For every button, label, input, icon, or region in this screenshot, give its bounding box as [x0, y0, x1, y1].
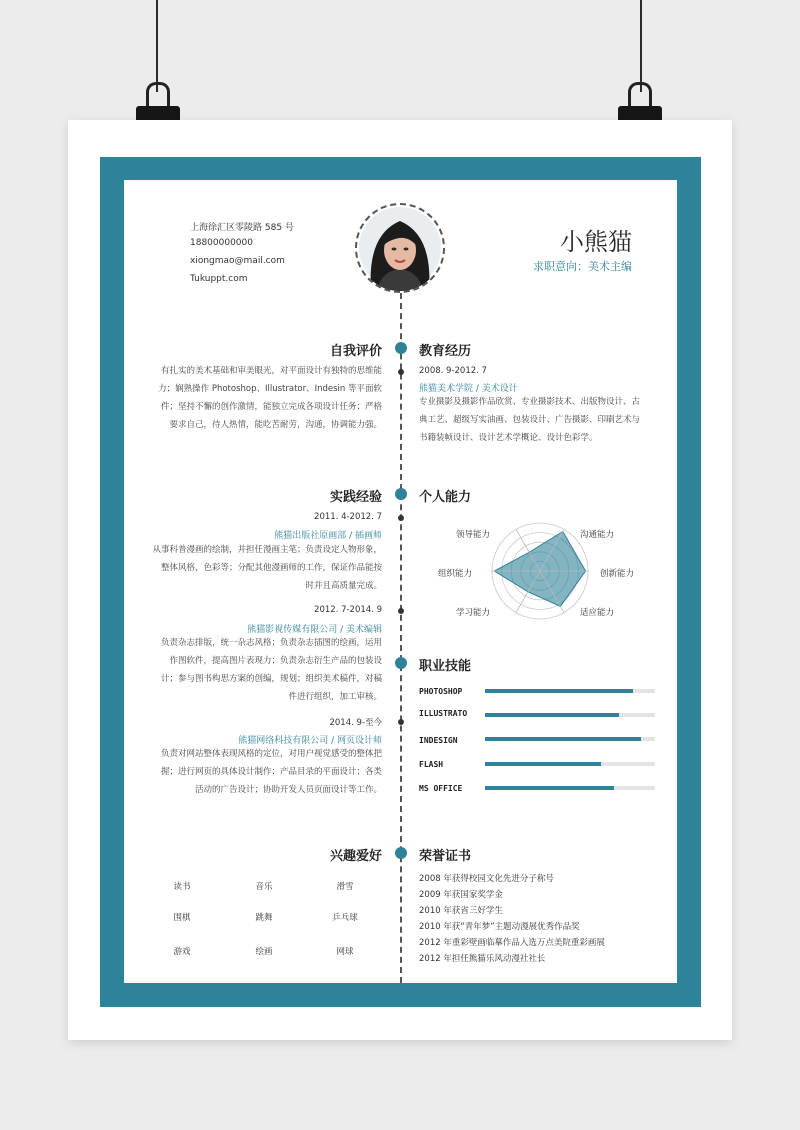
self-eval-text: 有扎实的美术基础和审美眼光，对平面设计有独特的思维能 力；娴熟操作 Photoshop、Illustrator、Indesin 等平面软 件；坚持不懈的创作激情，能独立完成各项设计任务；严格 要求自己，待人热情，能吃苦耐劳，沟通，协调能力强。	[158, 366, 382, 430]
timeline-dot	[398, 608, 404, 614]
contact-phone: 18800000000	[190, 238, 253, 248]
timeline-dot	[398, 719, 404, 725]
radar-label: 适应能力	[580, 608, 615, 618]
honor-item: 2012 年担任熊猫乐风动漫社社长	[419, 954, 546, 964]
avatar	[355, 203, 445, 293]
hobby-item: 乒乓球	[332, 913, 358, 923]
timeline-node-3	[395, 657, 407, 669]
contact-website: Tukuppt.com	[190, 274, 248, 284]
timeline-node-2	[395, 488, 407, 500]
honor-item: 2009 年获国家奖学金	[419, 890, 503, 900]
skill-bar	[485, 689, 655, 693]
timeline-node-1	[395, 342, 407, 354]
skill-bar	[485, 786, 655, 790]
skill-bar-fill	[485, 737, 641, 741]
skill-bar	[485, 713, 655, 717]
contact-email: xiongmao@mail.com	[190, 256, 285, 266]
radar-area	[494, 532, 585, 607]
section-title-education: 教育经历	[419, 344, 472, 359]
radar-label: 组织能力	[438, 569, 473, 579]
practice-desc: 负责杂志排版，统一杂志风格；负责杂志插图的绘画，运用 作图软件，提高图片表现力；负责杂志衍生产品的包装设 计；参与图书构思方案的创编，规划；组织美术稿件，对稿 件进行组织，加工审核。	[160, 638, 382, 702]
radar-label: 学习能力	[456, 608, 491, 618]
section-title-hobbies: 兴趣爱好	[329, 849, 382, 864]
practice-org: 熊猫网络科技有限公司 / 网页设计师	[238, 736, 382, 746]
hanger-string-right	[640, 0, 642, 92]
section-title-self-eval: 自我评价	[329, 344, 382, 359]
hanger-string-left	[156, 0, 158, 92]
practice-org: 熊猫出版社原画部 / 插画师	[274, 531, 382, 541]
honor-item: 2010 年获省三好学生	[419, 906, 503, 916]
candidate-name: 小熊猫	[560, 228, 632, 256]
practice-date: 2014. 9-至今	[329, 718, 382, 728]
hobby-item: 围棋	[173, 913, 191, 923]
avatar-photo-icon	[357, 205, 443, 291]
timeline-line	[400, 293, 402, 983]
skill-bar-fill	[485, 713, 619, 717]
job-intent: 求职意向：美术主编	[533, 260, 632, 273]
timeline-dot	[398, 369, 404, 375]
practice-desc: 从事科普漫画的绘制，并担任漫画主笔；负责设定人物形象， 整体风格，色彩等；分配其他漫画师的工作，保证作品能按 时并且高质量完成。	[152, 545, 382, 591]
section-title-honors: 荣誉证书	[419, 849, 472, 864]
honor-item: 2010 年获“青年梦”主题动漫展优秀作品奖	[419, 922, 580, 932]
education-courses: 专业摄影及摄影作品欣赏、专业摄影技术、出版物设计、古 典工艺、超级写实油画、包装设计、广告摄影、印刷艺术与 书籍装帧设计、设计艺术学概论、设计色彩学。	[419, 397, 641, 443]
practice-date: 2011. 4-2012. 7	[314, 512, 382, 522]
radar-label: 领导能力	[456, 530, 491, 540]
section-title-ability: 个人能力	[419, 490, 472, 505]
practice-desc: 负责对网站整体表现风格的定位，对用户视觉感受的整体把 握；进行网页的具体设计制作；产品目录的平面设计；各类 活动的广告设计；协助开发人员页面设计等工作。	[160, 749, 382, 795]
skill-bar-fill	[485, 762, 601, 766]
skill-name: MS OFFICE	[419, 784, 463, 793]
hobby-item: 网球	[336, 947, 354, 957]
radar-label: 创新能力	[600, 569, 635, 579]
practice-date: 2012. 7-2014. 9	[314, 605, 382, 615]
skill-name: ILLUSTRATO	[419, 709, 468, 718]
education-school: 熊猫美术学院 / 美术设计	[419, 384, 518, 394]
skill-bar	[485, 737, 655, 741]
skill-bar	[485, 762, 655, 766]
practice-org: 熊猫影视传媒有限公司 / 美术编辑	[247, 625, 382, 635]
skill-bar-fill	[485, 786, 614, 790]
section-title-skills: 职业技能	[419, 659, 472, 674]
hobby-item: 滑雪	[336, 882, 354, 892]
skill-name: PHOTOSHOP	[419, 687, 463, 696]
honor-item: 2012 年重彩壁画临摹作品入选万点美院重彩画展	[419, 938, 605, 948]
hobby-item: 音乐	[255, 882, 273, 892]
skill-bar-fill	[485, 689, 633, 693]
timeline-node-4	[395, 847, 407, 859]
skill-name: INDESIGN	[419, 736, 458, 745]
hobby-item: 绘画	[255, 947, 273, 957]
hobby-item: 跳舞	[255, 913, 273, 923]
honor-item: 2008 年获得校园文化先进分子称号	[419, 874, 554, 884]
hobby-item: 游戏	[173, 947, 191, 957]
section-title-practice: 实践经验	[329, 490, 382, 505]
radar-label: 沟通能力	[580, 530, 615, 540]
timeline-dot	[398, 515, 404, 521]
hobby-item: 读书	[173, 882, 191, 892]
skill-name: FLASH	[419, 760, 444, 769]
education-date: 2008. 9-2012. 7	[419, 366, 487, 376]
contact-address: 上海徐汇区零陵路 585 号	[190, 223, 294, 233]
